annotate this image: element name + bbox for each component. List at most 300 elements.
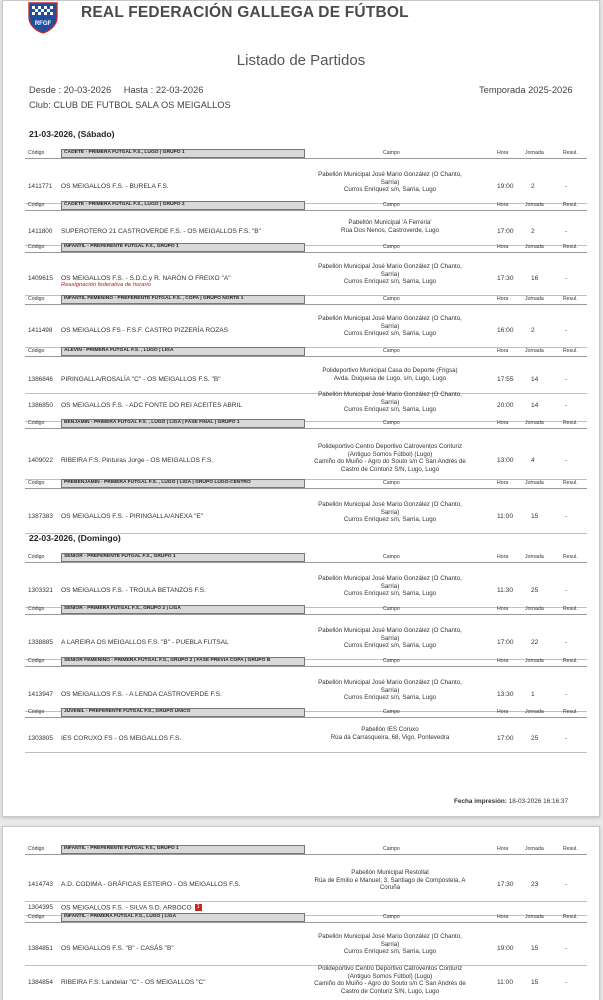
match-code: 1384851 [28, 945, 53, 952]
match-code: 1387383 [28, 513, 53, 520]
match-block [25, 201, 587, 247]
category-label: BENJAMÍN - PRIMERA FUTGAL F.S. , LUGO | LIGA | FASE FINAL | GRUPO 1 [61, 419, 305, 428]
day-header-saturday: 21-03-2026, (Sábado) [29, 129, 115, 139]
column-result: Resul. [563, 554, 578, 560]
match-round: 4 [531, 457, 535, 464]
venue-line: Curros Enríquez s/n, Sarria, Lugo [343, 642, 437, 650]
print-date: Fecha impresión: 18-03-2026 16:16:37 [454, 798, 569, 805]
match-result: - [565, 691, 568, 698]
match-code: 1304395 [28, 904, 53, 911]
page-title: Listado de Partidos [236, 52, 366, 69]
match-result: - [565, 183, 568, 190]
match-venue [305, 219, 475, 234]
column-code: Código [28, 846, 45, 852]
match-row [25, 263, 587, 295]
match-block [25, 657, 587, 713]
column-campo: Campo [383, 480, 400, 486]
column-campo: Campo [383, 709, 400, 715]
club-line: Club: CLUB DE FUTBOL SALA OS MEIGALLOS [29, 100, 231, 110]
match-teams [61, 639, 229, 646]
match-teams [61, 275, 231, 282]
match-block [25, 605, 587, 661]
match-teams [61, 402, 242, 409]
venue-line: Rúa de Emilio e Manuel, 3, Santiago de Compostela, A [314, 876, 466, 884]
match-round: 22 [531, 639, 539, 646]
venue-line: Sarria) [380, 508, 400, 516]
column-header-row [25, 708, 587, 717]
venue-line: Sarria) [380, 398, 400, 406]
match-round: 15 [531, 979, 539, 986]
category-label: SENIOR - PRIMERA FUTGAL F.S., GRUPO 2 | LIGA [61, 605, 305, 614]
venue-line: Castro de Conturiz S/N, Lugo, Lugo [340, 987, 440, 995]
column-header-row [25, 201, 587, 210]
column-campo: Campo [383, 296, 400, 302]
match-time: 17:00 [497, 735, 514, 742]
match-result: - [565, 945, 568, 952]
column-header-row [25, 149, 587, 158]
match-result: - [565, 327, 568, 334]
match-venue [305, 627, 475, 650]
match-venue [305, 575, 475, 598]
match-round: 25 [531, 735, 539, 742]
season-label: Temporada 2025-2026 [479, 85, 573, 95]
match-time: 20:00 [497, 402, 514, 409]
header-divider [25, 356, 587, 357]
column-result: Resul. [563, 480, 578, 486]
match-time: 17:00 [497, 639, 514, 646]
column-hora: Hora [497, 420, 509, 426]
venue-line: Rúa da Carrasqueira, 68, Vigo, Pontevedra [330, 733, 450, 741]
venue-line: Sarria) [380, 686, 400, 694]
column-hora: Hora [497, 348, 509, 354]
match-round: 2 [531, 327, 535, 334]
match-row [25, 726, 587, 752]
match-result: - [565, 639, 568, 646]
match-row [25, 869, 587, 901]
teams-text: SUPEROTERO 21 CASTROVERDE F.S. - OS MEIGALLOS F.S. "B" [61, 228, 261, 235]
match-venue [305, 391, 475, 414]
match-block [25, 295, 587, 349]
venue-line: Curros Enríquez s/n, Sarria, Lugo [343, 694, 437, 702]
match-round: 2 [531, 183, 535, 190]
match-venue [305, 965, 475, 995]
venue-line: Curros Enríquez s/n, Sarria, Lugo [343, 186, 437, 194]
match-code: 1411800 [28, 228, 53, 235]
column-code: Código [28, 658, 45, 664]
column-header-row [25, 553, 587, 562]
column-hora: Hora [497, 709, 509, 715]
category-label: SENIOR - PREFERENTE FUTGAL F.S., GRUPO 1 [61, 553, 305, 562]
column-code: Código [28, 244, 45, 250]
column-code: Código [28, 554, 45, 560]
header-divider [25, 922, 587, 923]
column-header-row [25, 419, 587, 428]
venue-line: Pabellón Municipal 'A Ferreria' [348, 219, 432, 226]
match-result: - [565, 735, 568, 742]
date-to: 22-03-2026 [155, 85, 204, 95]
column-campo: Campo [383, 244, 400, 250]
match-round: 16 [531, 275, 539, 282]
venue-line: Coruña [379, 884, 401, 892]
match-row [25, 171, 587, 203]
column-jornada: Jornada [525, 709, 544, 715]
teams-text: PIRINGALLA/ROSALÍA "C" - OS MEIGALLOS F.S. "B" [61, 376, 221, 383]
match-round: 15 [531, 945, 539, 952]
match-venue [305, 869, 475, 892]
venue-line: Sarria) [380, 940, 400, 948]
match-round: 25 [531, 587, 539, 594]
column-result: Resul. [563, 606, 578, 612]
match-teams [61, 945, 174, 952]
venue-line: Pabellón Municipal José Mario González (O Chanto, [318, 391, 462, 398]
match-time: 19:00 [497, 183, 514, 190]
column-code: Código [28, 348, 45, 354]
venue-line: (Antiguo Somos Fútbol) (Lugo) [347, 972, 433, 980]
match-teams [61, 979, 206, 986]
federation-title: REAL FEDERACIÓN GALLEGA DE FÚTBOL [81, 4, 409, 21]
match-teams [61, 457, 213, 464]
match-result: - [565, 587, 568, 594]
column-result: Resul. [563, 296, 578, 302]
match-code: 1409615 [28, 275, 53, 282]
match-venue [305, 263, 475, 286]
match-row [25, 933, 587, 965]
match-round: 23 [531, 881, 539, 888]
column-jornada: Jornada [525, 658, 544, 664]
match-block [25, 347, 587, 423]
venue-line: Curros Enríquez s/n, Sarria, Lugo [343, 590, 437, 598]
venue-line: Sarria) [380, 322, 400, 330]
match-row [25, 219, 587, 245]
match-round: 2 [531, 228, 535, 235]
header-divider [25, 666, 587, 667]
column-header-row [25, 347, 587, 356]
match-time: 17:30 [497, 881, 514, 888]
date-range: Desde : 20-03-2026 Hasta : 22-03-2026 [29, 85, 204, 95]
column-result: Resul. [563, 846, 578, 852]
column-jornada: Jornada [525, 420, 544, 426]
match-time: 17:30 [497, 275, 514, 282]
category-label: INFANTIL - PREFERENTE FUTGAL F.S., GRUPO 1 [61, 845, 305, 854]
category-label: SENIOR FEMENINO - PRIMERA FUTGAL F.S., GRUPO 2 | FASE PREVIA COPA | GRUPO B [61, 657, 305, 666]
category-label: CADETE - PRIMERA FUTGAL F.S., LUGO | GRUPO 2 [61, 201, 305, 210]
venue-line: Curros Enríquez s/n, Sarria, Lugo [343, 278, 437, 286]
column-result: Resul. [563, 202, 578, 208]
match-time: 13:30 [497, 691, 514, 698]
teams-text: OS MEIGALLOS F.S. - SILVA S.D. ARBOCO [61, 904, 192, 912]
row-divider [25, 533, 587, 534]
category-label: INFANTIL - PRIMERA FUTGAL F.S., LUGO | LIGA [61, 913, 305, 922]
category-label: JUVENIL - PREFERENTE FUTGAL F.S., GRUPO ÚNICO [61, 708, 305, 717]
schedule-note: Reasignación federativa de horario [61, 282, 151, 288]
venue-line: Pabellón Municipal Restollal [351, 869, 429, 876]
match-venue [305, 679, 475, 702]
match-code: 1413947 [28, 691, 53, 698]
match-teams [61, 327, 228, 334]
match-block [25, 913, 587, 1000]
teams-text: OS MEIGALLOS F.S. - ADC FONTE DO REI ACEITES ABRIL [61, 402, 243, 409]
match-venue [305, 367, 475, 382]
venue-line: Pabellón Municipal José Mario González (O Chanto, [318, 627, 462, 634]
match-block [25, 845, 587, 917]
match-time: 11:30 [497, 587, 514, 594]
header-divider [25, 614, 587, 615]
rfgf-logo-icon [25, 1, 61, 34]
match-teams [61, 513, 203, 520]
match-row [25, 501, 587, 533]
venue-line: Pabellón Municipal José Mario González (O Chanto, [318, 501, 462, 508]
match-time: 13:00 [497, 457, 514, 464]
column-campo: Campo [383, 348, 400, 354]
header-divider [25, 210, 587, 211]
match-code: 1386850 [28, 402, 53, 409]
match-row [25, 575, 587, 607]
header-divider [25, 562, 587, 563]
teams-text: OS MEIGALLOS F.S. - PIRINGALLA/ANEXA "E" [61, 513, 204, 520]
match-row [25, 315, 587, 347]
venue-line: Polideportivo Centro Deportivo Catroventos Conturiz [317, 443, 463, 450]
venue-line: Pabellón Municipal José Mario González (O Chanto, [318, 575, 462, 582]
match-row [25, 443, 587, 479]
column-campo: Campo [383, 658, 400, 664]
alert-badge-icon: 1 [195, 904, 202, 911]
venue-line: Pabellón Municipal José Mario González (O Chanto, [318, 933, 462, 940]
match-teams [61, 904, 202, 911]
match-time: 11:00 [497, 979, 514, 986]
column-hora: Hora [497, 606, 509, 612]
match-code: 1338885 [28, 639, 53, 646]
header-divider [25, 428, 587, 429]
column-header-row [25, 243, 587, 252]
venue-line: Pabellón Municipal José Mario González (O Chanto, [318, 679, 462, 686]
column-jornada: Jornada [525, 202, 544, 208]
column-jornada: Jornada [525, 150, 544, 156]
column-code: Código [28, 420, 45, 426]
match-time: 16:00 [497, 327, 514, 334]
match-row [25, 391, 587, 421]
column-header-row [25, 845, 587, 854]
column-header-row [25, 295, 587, 304]
column-header-row [25, 657, 587, 666]
column-hora: Hora [497, 244, 509, 250]
date-from: 20-03-2026 [63, 85, 112, 95]
match-round: 1 [531, 691, 535, 698]
category-label: PREBENJAMÍN - PRIMERA FUTGAL F.S. , LUGO | LIGA | GRUPO LUGO-CENTRO [61, 479, 305, 488]
venue-line: Rúa Dos Nenos, Castroverde, Lugo [340, 226, 440, 234]
match-teams [61, 376, 221, 383]
match-code: 1409022 [28, 457, 53, 464]
venue-line: Curros Enríquez s/n, Sarria, Lugo [343, 516, 437, 524]
venue-line: Sarria) [380, 582, 400, 590]
column-jornada: Jornada [525, 244, 544, 250]
venue-line: Curros Enríquez s/n, Sarria, Lugo [343, 948, 437, 956]
venue-line: Pabellón Municipal José Mario González (O Chanto, [318, 315, 462, 322]
venue-line: (Antiguo Somos Fútbol) (Lugo) [347, 450, 433, 458]
column-campo: Campo [383, 846, 400, 852]
teams-text: OS MEIGALLOS F.S. - S.D.C.y R. NARÓN O FREIXO "A" [61, 275, 231, 282]
column-code: Código [28, 480, 45, 486]
column-jornada: Jornada [525, 348, 544, 354]
column-campo: Campo [383, 202, 400, 208]
column-header-row [25, 605, 587, 614]
svg-text:RFGF: RFGF [34, 21, 52, 27]
venue-line: Pabellón IES Coruxo [361, 726, 419, 733]
column-hora: Hora [497, 296, 509, 302]
match-result: - [565, 228, 568, 235]
column-hora: Hora [497, 202, 509, 208]
column-campo: Campo [383, 554, 400, 560]
match-venue [305, 171, 475, 194]
column-jornada: Jornada [525, 914, 544, 920]
match-block [25, 149, 587, 205]
teams-text: RIBEIRA F.S. Pinturas Jorge - OS MEIGALLOS F.S. [61, 457, 214, 464]
match-block [25, 419, 587, 481]
column-hora: Hora [497, 480, 509, 486]
match-code: 1386846 [28, 376, 53, 383]
teams-text: A.D. CODIMA - GRÁFICAS ESTEIRO - OS MEIGALLOS F.S. [61, 881, 241, 888]
match-row [25, 679, 587, 711]
header-divider [25, 717, 587, 718]
venue-line: Curros Enríquez s/n, Sarria, Lugo [343, 330, 437, 338]
column-jornada: Jornada [525, 846, 544, 852]
column-result: Resul. [563, 150, 578, 156]
match-teams [61, 587, 206, 594]
venue-line: Polideportivo Centro Deportivo Catroventos Conturiz [317, 965, 463, 972]
column-result: Resul. [563, 658, 578, 664]
match-code: 1303805 [28, 735, 53, 742]
match-venue [305, 726, 475, 741]
column-code: Código [28, 202, 45, 208]
venue-line: Polideportivo Municipal Casa do Deporte (Frigsa) [322, 367, 458, 374]
category-label: INFANTIL - PREFERENTE FUTGAL F.S., GRUPO 1 [61, 243, 305, 252]
match-code: 1411771 [28, 183, 53, 190]
header-divider [25, 252, 587, 253]
column-result: Resul. [563, 244, 578, 250]
column-hora: Hora [497, 150, 509, 156]
match-result: - [565, 513, 568, 520]
column-header-row [25, 913, 587, 922]
match-block [25, 708, 587, 754]
match-time: 11:00 [497, 513, 514, 520]
column-hora: Hora [497, 914, 509, 920]
column-campo: Campo [383, 914, 400, 920]
match-row [25, 965, 587, 1000]
venue-line: Curros Enríquez s/n, Sarria, Lugo [343, 406, 437, 414]
column-jornada: Jornada [525, 606, 544, 612]
match-venue [305, 933, 475, 956]
column-campo: Campo [383, 606, 400, 612]
column-hora: Hora [497, 554, 509, 560]
column-jornada: Jornada [525, 296, 544, 302]
teams-text: OS MEIGALLOS F.S. "B" - CASÁS "B" [61, 945, 174, 952]
column-code: Código [28, 709, 45, 715]
column-code: Código [28, 296, 45, 302]
column-hora: Hora [497, 846, 509, 852]
match-time: 19:00 [497, 945, 514, 952]
match-code: 1414743 [28, 881, 53, 888]
match-row [25, 627, 587, 659]
venue-line: Pabellón Municipal José Mario González (O Chanto, [318, 171, 462, 178]
teams-text: IES CORUXO FS - OS MEIGALLOS F.S. [61, 735, 182, 742]
teams-text: OS MEIGALLOS F.S. - TROULA BETANZOS F.S. [61, 587, 206, 594]
document-header [3, 1, 599, 37]
match-code: 1384854 [28, 979, 53, 986]
column-result: Resul. [563, 914, 578, 920]
match-result: - [565, 275, 568, 282]
match-teams [61, 735, 181, 742]
venue-line: Camiño do Muiño - Agro do Souto s/n C San Andrés de [314, 458, 466, 466]
venue-line: Avda. Duquesa de Lugo, s/n, Lugo, Lugo [333, 374, 447, 382]
match-result: - [565, 881, 568, 888]
venue-line: Sarria) [380, 634, 400, 642]
page-1 [2, 0, 600, 817]
header-divider [25, 304, 587, 305]
match-round: 14 [531, 376, 539, 383]
match-round: 15 [531, 513, 539, 520]
column-campo: Campo [383, 420, 400, 426]
header-divider [25, 854, 587, 855]
page-2 [2, 826, 600, 1000]
match-result: - [565, 402, 568, 409]
venue-line: Camiño do Muiño - Agro do Souto s/n C San Andrés de [314, 980, 466, 988]
column-code: Código [28, 606, 45, 612]
match-row [25, 367, 587, 393]
match-time: 17:00 [497, 228, 514, 235]
match-round: 14 [531, 402, 539, 409]
match-code: 1411498 [28, 327, 53, 334]
match-venue [305, 501, 475, 524]
header-divider [25, 158, 587, 159]
column-result: Resul. [563, 709, 578, 715]
match-teams [61, 183, 169, 190]
match-code: 1303321 [28, 587, 53, 594]
category-label: CADETE - PRIMERA FUTGAL F.S., LUGO | GRUPO 1 [61, 149, 305, 158]
venue-line: Sarria) [380, 178, 400, 186]
column-jornada: Jornada [525, 480, 544, 486]
match-teams [61, 228, 261, 235]
match-result: - [565, 457, 568, 464]
day-header-sunday: 22-03-2026, (Domingo) [29, 533, 121, 543]
teams-text: A LAREIRA OS MEIGALLOS F.S. "B" - PUEBLA FUTSAL [61, 639, 229, 646]
teams-text: OS MEIGALLOS F.S. - A LENDA CASTROVERDE F.S. [61, 691, 222, 698]
match-venue [305, 443, 475, 473]
match-time: 17:55 [497, 376, 514, 383]
venue-line: Castro de Conturiz S/N, Lugo, Lugo [340, 465, 440, 473]
column-code: Código [28, 150, 45, 156]
column-header-row [25, 479, 587, 488]
match-teams [61, 881, 241, 888]
teams-text: OS MEIGALLOS FS - F.S.F. CASTRO PIZZERÍA ROZAS [61, 327, 229, 334]
column-hora: Hora [497, 658, 509, 664]
match-result: - [565, 376, 568, 383]
column-jornada: Jornada [525, 554, 544, 560]
match-venue [305, 315, 475, 338]
match-result: - [565, 979, 568, 986]
column-campo: Campo [383, 150, 400, 156]
match-block [25, 553, 587, 609]
header-divider [25, 488, 587, 489]
venue-line: Sarria) [380, 270, 400, 278]
category-label: ALEVIN - PRIMERA FUTGAL F.S. , LUGO | LIGA [61, 347, 305, 356]
teams-text: RIBEIRA F.S. Landelar "C" - OS MEIGALLOS "C" [61, 979, 206, 986]
row-divider [25, 752, 587, 753]
column-result: Resul. [563, 348, 578, 354]
match-teams [61, 691, 222, 698]
club-name: CLUB DE FUTBOL SALA OS MEIGALLOS [53, 100, 231, 110]
match-block [25, 243, 587, 297]
match-block [25, 479, 587, 535]
venue-line: Pabellón Municipal José Mario González (O Chanto, [318, 263, 462, 270]
